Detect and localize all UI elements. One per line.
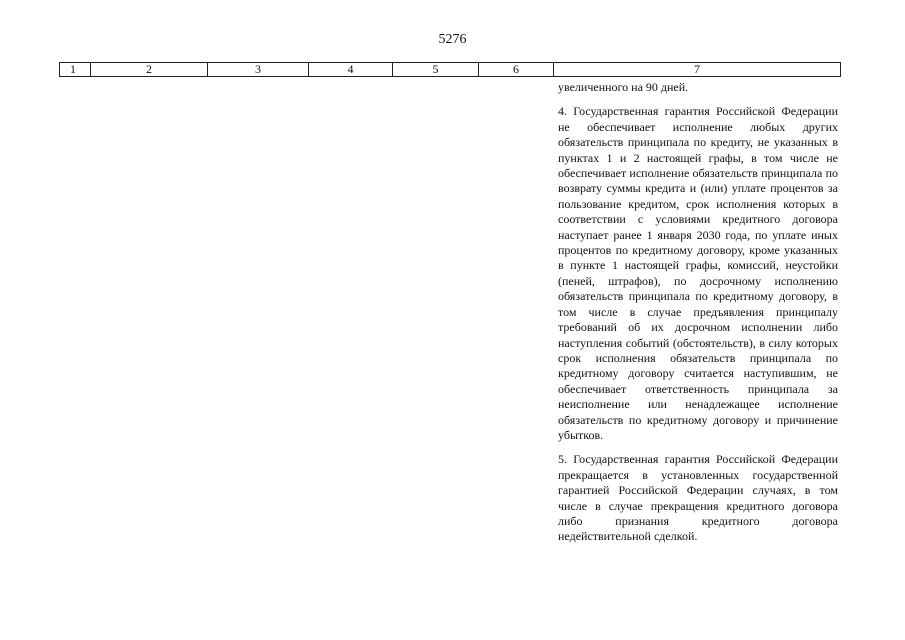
paragraph-4: 4. Государственная гарантия Российской Федерации не обеспечивает исполнение любых других обязательств принципала по кредиту, не указанных в пунктах 1 и 2 настоящей графы, в том числе не обеспечивает исполнение обязательств принципала по возврату суммы кредита и (или) уплате процентов за пользование кредитом, срок исполнения которых в соответствии с условиями кредитного договора наступает ранее 1 января 2030 года, по уплате иных процентов по кредитному договору, кроме указанных в пункте 1 настоящей графы, комиссий, неустойки (пеней, штрафов), по досрочному исполнению обязательств принципала по кредитному договору, в том числе в случае предъявления принципалу требований об их досрочном исполнении либо наступления событий (обстоятельств), в силу которых срок исполнения обязательств принципала по кредитному договору считается наступившим, не обеспечивает ответственность принципала за неисполнение или ненадлежащее исполнение обязательств по кредитному договору и причинение убытков. — [558, 104, 838, 442]
column-header-cell: 6 — [479, 63, 554, 77]
column-header-cell: 4 — [309, 63, 393, 77]
continuation-text: увеличенного на 90 дней. — [558, 80, 689, 94]
column-header-row — [60, 63, 841, 77]
column-header-cell: 5 — [393, 63, 479, 77]
column-header-cell: 1 — [60, 63, 91, 77]
column-7-text — [558, 80, 838, 554]
column-header-table — [59, 62, 841, 77]
paragraph-5: 5. Государственная гарантия Российской Федерации прекращается в установленных государственной гарантией Российской Федерации случаях, в том числе в случае прекращения кредитного договора либо признания кредитного договора недействительной сделкой. — [558, 452, 838, 544]
column-header-cell: 7 — [554, 63, 841, 77]
column-header-cell: 2 — [91, 63, 208, 77]
column-header-cell: 3 — [208, 63, 309, 77]
page-number: 5276 — [438, 32, 467, 47]
